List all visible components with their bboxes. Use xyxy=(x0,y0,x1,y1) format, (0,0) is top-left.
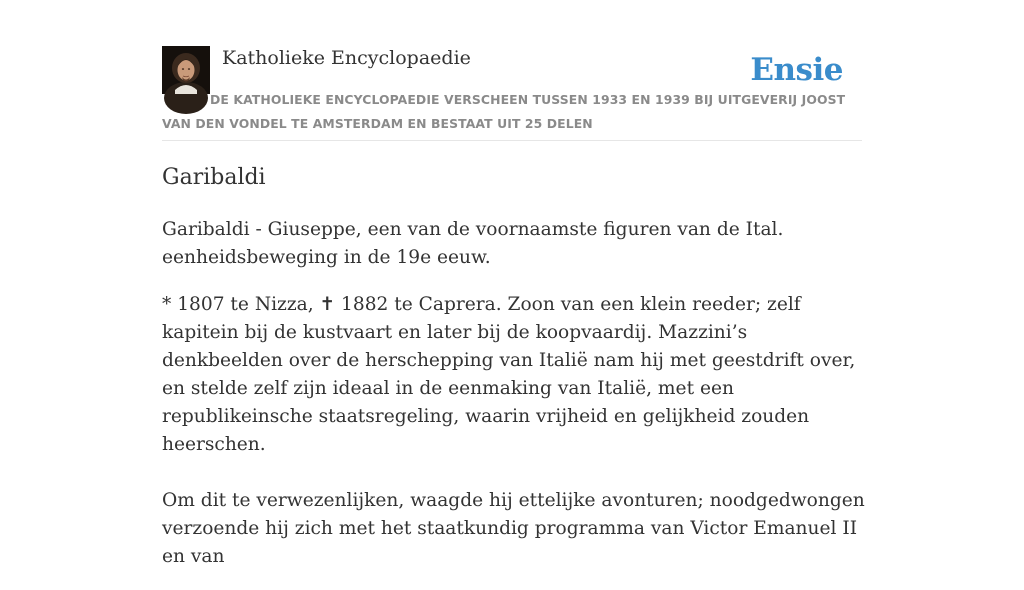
article-title: Garibaldi xyxy=(162,165,266,190)
article-paragraph-biography: * 1807 te Nizza, ✝ 1882 te Caprera. Zoon van een klein reeder; zelf kapitein bij de kustvaart en later bij de koopvaardij. Mazzini’s denkbeelden over de herschepping van Italië nam hij met geestdrift over, en stelde zelf zijn ideaal in de eenmaking van Italië, met een republikeinsche staatsregeling, waarin vrijheid en gelijkheid zouden heerschen. xyxy=(162,294,856,455)
publication-header xyxy=(162,0,862,141)
publication-title[interactable]: Katholieke Encyclopaedie xyxy=(222,47,471,69)
publication-avatar[interactable] xyxy=(162,46,210,94)
publication-description: DE KATHOLIEKE ENCYCLOPAEDIE VERSCHEEN TUSSEN 1933 EN 1939 BIJ UITGEVERIJ JOOST VAN DEN VONDEL TE AMSTERDAM EN BESTAAT UIT 25 DELEN xyxy=(162,92,846,131)
article-paragraph-intro: Garibaldi - Giuseppe, een van de voornaamste figuren van de Ital. eenheidsbeweging in de 19e eeuw. xyxy=(162,219,784,268)
ensie-logo-link[interactable]: Ensie xyxy=(750,52,843,88)
page-container xyxy=(162,0,865,567)
article-paragraph-adventures: Om dit te verwezenlijken, waagde hij ettelijke avonturen; noodgedwongen verzoende hij zich met het staatkundig programma van Victor Emanuel II en van xyxy=(162,490,865,567)
portrait-icon xyxy=(162,46,210,94)
article-body xyxy=(162,216,867,590)
